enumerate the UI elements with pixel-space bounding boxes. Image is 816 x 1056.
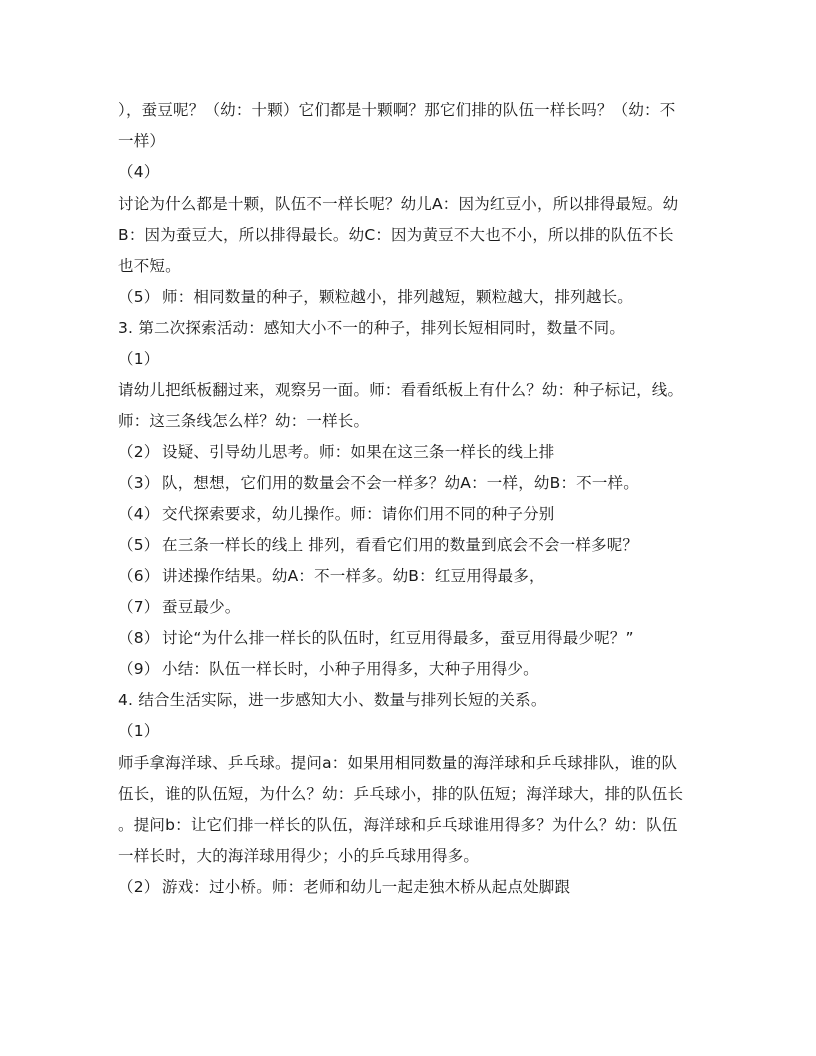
item-text: 队，想想，它们用的数量会不会一样多？幼A：一样，幼B：不一样。 xyxy=(162,474,639,492)
text-line: 讨论为什么都是十颗，队伍不一样长呢？幼儿A：因为红豆小，所以排得最短。幼 xyxy=(118,195,679,213)
list-item xyxy=(118,597,708,617)
list-item xyxy=(118,473,708,493)
item-text: 师：相同数量的种子，颗粒越小，排列越短，颗粒越大，排列越长。 xyxy=(162,288,634,306)
item-number-line xyxy=(118,721,708,741)
list-item xyxy=(118,628,708,648)
text-line: 伍长，谁的队伍短，为什么？幼：乒乓球小，排的队伍短；海洋球大，排的队伍长 xyxy=(118,785,684,803)
text-line: 。提问b：让它们排一样长的队伍，海洋球和乒乓球谁用得多？为什么？幼：队伍 xyxy=(118,816,678,834)
item-number-line xyxy=(118,349,708,369)
item-text: 游戏：过小桥。师：老师和幼儿一起走独木桥从起点处脚跟 xyxy=(162,878,571,896)
item-number: （8） xyxy=(118,629,160,647)
item-number: （1） xyxy=(118,350,160,368)
text-line: 一样长时，大的海洋球用得少；小的乒乓球用得多。 xyxy=(118,847,480,865)
item-number: （2） xyxy=(118,878,160,896)
section-heading: 4. 结合生活实际，进一步感知大小、数量与排列长短的关系。 xyxy=(118,691,547,709)
text-line: B：因为蚕豆大，所以排得最长。幼C：因为黄豆不大也不小，所以排的队伍不长 xyxy=(118,226,674,244)
item-number-line xyxy=(118,162,708,182)
list-item xyxy=(118,659,708,679)
text-line: 也不短。 xyxy=(118,257,181,275)
text-line: 一样） xyxy=(118,132,166,150)
text-line: 师：这三条线怎么样？幼：一样长。 xyxy=(118,412,370,430)
item-text: 蚕豆最少。 xyxy=(162,598,241,616)
list-item xyxy=(118,504,708,524)
item-number: （7） xyxy=(118,598,160,616)
item-number: （2） xyxy=(118,443,160,461)
item-number: （9） xyxy=(118,660,160,678)
section-heading: 3. 第二次探索活动：感知大小不一的种子，排列长短相同时，数量不同。 xyxy=(118,319,626,337)
text-line: 师手拿海洋球、乒乓球。提问a：如果用相同数量的海洋球和乒乓球排队，谁的队 xyxy=(118,754,678,772)
item-text: 交代探索要求，幼儿操作。师：请你们用不同的种子分别 xyxy=(162,505,555,523)
list-item xyxy=(118,442,708,462)
item-text: 在三条一样长的线上 排列，看看它们用的数量到底会不会一样多呢？ xyxy=(162,536,639,554)
item-text: 小结：队伍一样长时，小种子用得多，大种子用得少。 xyxy=(162,660,539,678)
list-item xyxy=(118,535,708,555)
item-number: （4） xyxy=(118,163,160,181)
item-number: （5） xyxy=(118,536,160,554)
list-item xyxy=(118,287,708,307)
item-number: （6） xyxy=(118,567,160,585)
item-number: （5） xyxy=(118,288,160,306)
item-text: 设疑、引导幼儿思考。师：如果在这三条一样长的线上排 xyxy=(162,443,555,461)
item-number: （1） xyxy=(118,722,160,740)
list-item xyxy=(118,877,708,897)
item-number: （4） xyxy=(118,505,160,523)
text-line: ），蚕豆呢？（幼：十颗）它们都是十颗啊？那它们排的队伍一样长吗？（幼：不 xyxy=(118,101,676,119)
item-number: （3） xyxy=(118,474,160,492)
list-item xyxy=(118,566,708,586)
item-text: 讲述操作结果。幼A：不一样多。幼B：红豆用得最多， xyxy=(162,567,545,585)
text-line: 请幼儿把纸板翻过来，观察另一面。师：看看纸板上有什么？幼：种子标记，线。 xyxy=(118,381,684,399)
item-text: 讨论“为什么排一样长的队伍时，红豆用得最多，蚕豆用得最少呢？” xyxy=(162,629,634,647)
